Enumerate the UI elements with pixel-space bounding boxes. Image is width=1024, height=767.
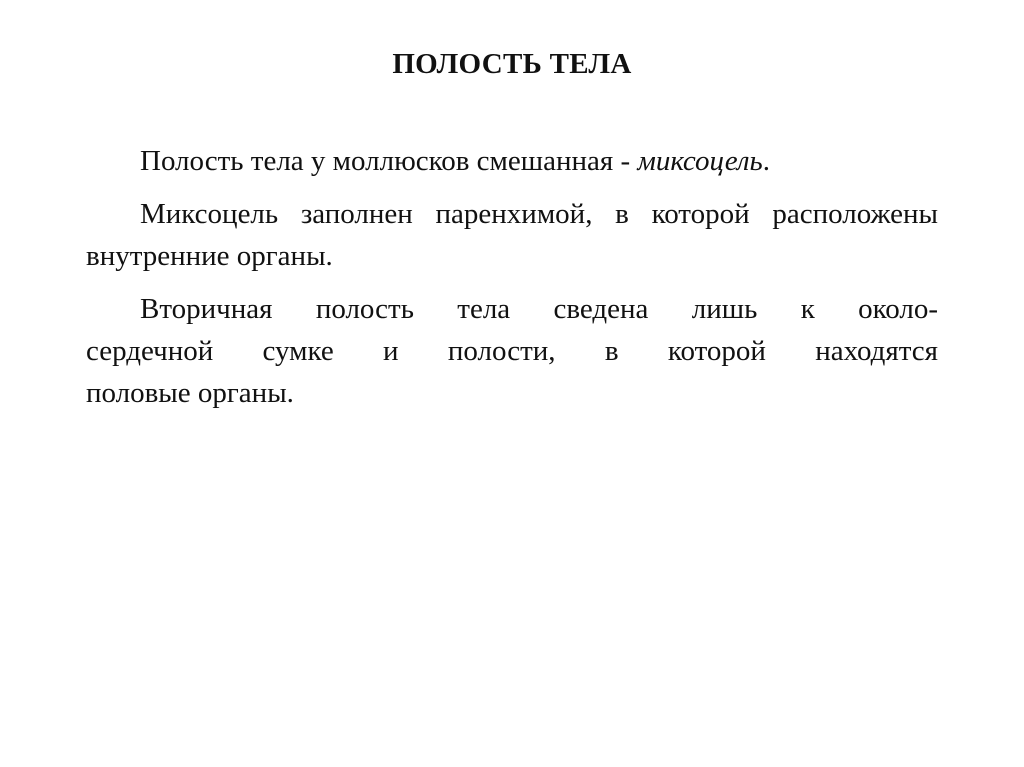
paragraph-mixocoel <box>86 140 938 182</box>
paragraph-line: половые органы. <box>86 377 294 409</box>
paragraph-text: Полость тела у моллюсков смешанная - <box>140 145 638 177</box>
paragraph-parenchyma: Миксоцель заполнен паренхимой, в которой расположены внутренние органы. <box>86 198 938 272</box>
paragraph-punctuation: . <box>762 145 770 177</box>
slide-title: ПОЛОСТЬ ТЕЛА <box>392 48 632 80</box>
slide-body <box>86 140 938 425</box>
paragraph-line: сердечной сумке и полости, в которой находятся <box>86 335 938 367</box>
emphasized-term: миксоцель <box>637 145 763 177</box>
paragraph-line: Вторичная полость тела сведена лишь к около- <box>140 293 938 325</box>
paragraph-secondary-cavity <box>86 288 938 414</box>
